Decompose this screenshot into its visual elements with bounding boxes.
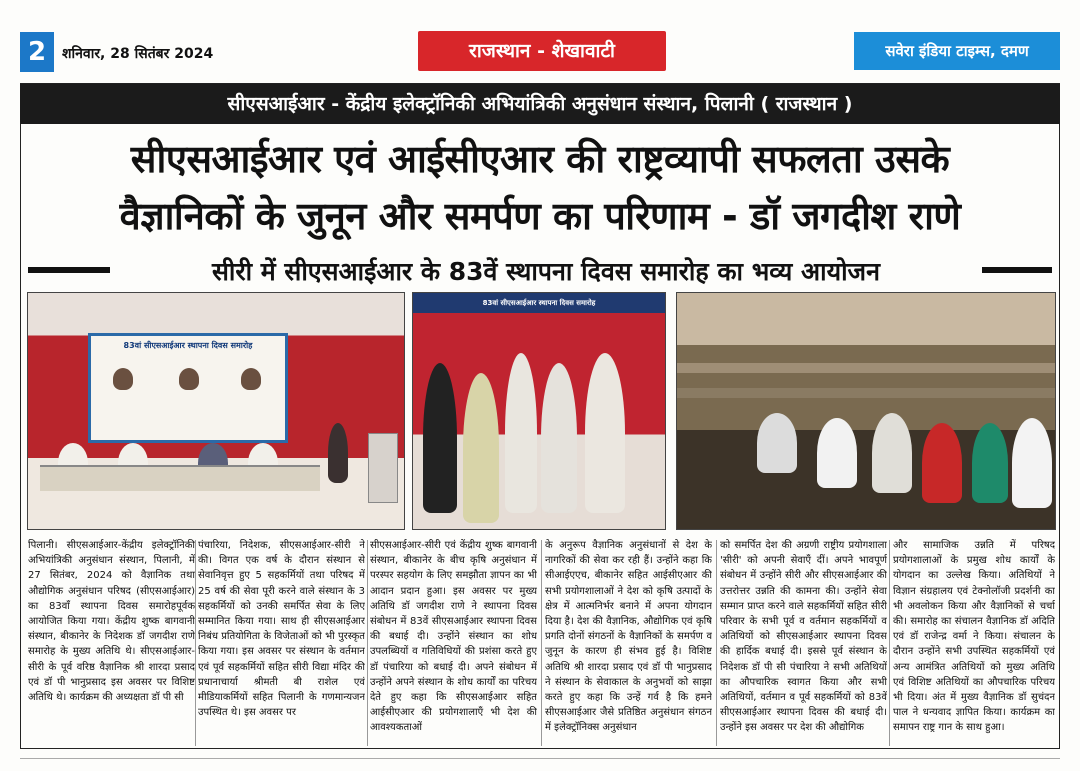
- podium: [368, 433, 398, 503]
- column-divider: [716, 540, 717, 746]
- article-column-6: और सामाजिक उन्नति में परिषद प्रयोगशालाओं के प्रमुख शोध कार्यों के योगदान का उल्लेख किया। अतिथियों ने विज्ञान संग्रहालय एवं टेक्नोलॉजी प्रदर्शनी का भी अवलोकन किया और वैज्ञानिकों से चर्चा की। समारोह का संचालन वैज्ञानिक डॉ अदिति एवं डॉ राजेन्द्र वर्मा ने किया। संचालन के दौरान उन्होंने सभी उपस्थित सहकर्मियों एवं अन्य आमंत्रित अतिथियों को मुख्य अतिथि एवं विशिष्ट अतिथियों का औपचारिक परिचय भी दिया। अंत में मुख्य वैज्ञानिक डॉ सुचंदन पाल ने धन्यवाद ज्ञापित किया। कार्यक्रम का समापन राष्ट्र गान के साथ हुआ।: [893, 540, 1055, 734]
- subheadline-rule-left: [28, 267, 110, 273]
- stage-table: [40, 465, 320, 491]
- column-divider: [367, 540, 368, 746]
- headline-line-2: वैज्ञानिकों के जुनून और समर्पण का परिणाम - डॉ जगदीश राणे: [119, 194, 961, 238]
- institute-banner: सीएसआईआर - केंद्रीय इलेक्ट्रॉनिकी अभियांत्रिकी अनुसंधान संस्थान, पिलानी ( राजस्थान ): [20, 84, 1060, 124]
- next-article-edge: [20, 758, 1060, 771]
- photo-audience: [676, 292, 1056, 530]
- article-column-1: पिलानी। सीएसआईआर-केंद्रीय इलेक्ट्रॉनिकी अभियांत्रिकी अनुसंधान संस्थान, पिलानी, में 27 सितंबर, 2024 को वैज्ञानिक तथा औद्योगिक अनुसंधान परिषद (सीएसआईआर) का 83वाँ स्थापना दिवस समारोहपूर्वक आयोजित किया गया। केंद्रीय शुष्क बागवानी संस्थान, बीकानेर के निदेशक डॉ जगदीश राणे समारोह के मुख्य अतिथि थे। सीएसआईआर-सीरी के पूर्व वरिष्ठ वैज्ञानिक श्री शारदा प्रसाद एवं डॉ पी भानुप्रसाद इस अवसर पर विशिष्ट अतिथि थे। कार्यक्रम की अध्यक्षता डॉ पी सी: [28, 540, 195, 704]
- subheadline-text: सीरी में सीएसआईआर के 83वें स्थापना दिवस समारोह का भव्य आयोजन: [212, 257, 880, 286]
- column-divider: [195, 540, 196, 746]
- screen-title: 83वां सीएसआईआर स्थापना दिवस समारोह: [123, 341, 253, 350]
- article-column-4: के अनुरूप वैज्ञानिक अनुसंधानों से देश के नागरिकों की सेवा कर रही हैं। उन्होंने कहा कि सीआईएएच, बीकानेर सहित आईसीएआर की सभी प्रयोगशालाओं ने देश को कृषि उत्पादों के क्षेत्र में आत्मनिर्भर बनाने में अपना योगदान दिया है। देश की वैज्ञानिक, औद्योगिक एवं कृषि प्रगति दोनों संगठनों के वैज्ञानिकों के समर्पण व जुनून के कारण ही संभव हुई है। विशिष्ट अतिथि श्री शारदा प्रसाद एवं डॉ पी भानुप्रसाद ने संस्थान के सेवाकाल के अनुभवों को साझा करते हुए कहा कि उन्हें गर्व है कि हमने सीएसआईआर जैसे प्रतिष्ठित अनुसंधान संगठन में इलेक्ट्रॉनिक्स अनुसंधान: [545, 540, 712, 734]
- newspaper-brand: सवेरा इंडिया टाइम्स, दमण: [854, 32, 1060, 70]
- photo-award: [412, 292, 666, 530]
- event-banner: 83वां सीएसआईआर स्थापना दिवस समारोह: [413, 293, 665, 313]
- subheadline-rule-right: [982, 267, 1052, 273]
- page-number: 2: [20, 32, 54, 72]
- photo-stage: [27, 292, 405, 530]
- article-column-3: सीएसआईआर-सीरी एवं केंद्रीय शुष्क बागवानी संस्थान, बीकानेर के बीच कृषि अनुसंधान में परस्पर सहयोग के लिए समझौता ज्ञापन का भी आदान प्रदान हुआ। इस अवसर पर मुख्य अतिथि डॉ जगदीश राणे ने स्थापना दिवस संबोधन में 83वें सीएसआईआर स्थापना दिवस की बधाई दी। उन्होंने संस्थान का शोध उपलब्धियों व गतिविधियों की प्रशंसा करते हुए डॉ पंचारिया को बधाई दी। अपने संबोधन में उन्होंने अपने संस्थान के शोध कार्यों का परिचय देते हुए कहा कि सीएसआईआर सहित आईसीएआर की प्रयोगशालाएँ भी देश की आवश्यकताओं: [370, 540, 537, 734]
- column-divider: [889, 540, 890, 746]
- issue-date: शनिवार, 28 सितंबर 2024: [62, 46, 214, 62]
- page-header: [20, 28, 1060, 74]
- column-divider: [541, 540, 542, 746]
- section-title: राजस्थान - शेखावाटी: [418, 31, 666, 71]
- article-column-5: को समर्पित देश की अग्रणी राष्ट्रीय प्रयोगशाला 'सीरी' को अपनी सेवाएँ दीं। अपने भावपूर्ण संबोधन में उन्होंने सीरी और सीएसआईआर की उत्तरोत्तर उन्नति की कामना की। उन्होंने सेवा सम्मान प्राप्त करने वाले सहकर्मियों सहित सीरी परिवार के सभी पूर्व व वर्तमान सहकर्मियों व अतिथियों को सीएसआईआर स्थापना दिवस की हार्दिक बधाई दी। इससे पूर्व संस्थान के निदेशक डॉ पी सी पंचारिया ने सभी अतिथियों का औपचारिक स्वागत किया और सभी अतिथियों, वर्तमान व पूर्व सहकर्मियों को 83वें सीएसआईआर स्थापना दिवस की बधाई दी। उन्होंने इस अवसर पर देश की औद्योगिक: [720, 540, 887, 734]
- subheadline: [28, 252, 1052, 288]
- headline-line-1: सीएसआईआर एवं आईसीएआर की राष्ट्रव्यापी सफलता उसके: [130, 137, 950, 181]
- projection-screen: [88, 333, 288, 443]
- article-column-2: पंचारिया, निदेशक, सीएसआईआर-सीरी ने की। विगत एक वर्ष के दौरान संस्थान से सेवानिवृत्त हुए 5 सहकर्मियों तथा परिषद में 25 वर्ष की सेवा पूरी करने वाले संस्थान के 3 सहकर्मियों को उनकी समर्पित सेवा के लिए सम्मानित किया गया। साथ ही सीएसआईआर निबंध प्रतियोगिता के विजेताओं को भी पुरस्कृत किया गया। इस अवसर पर संस्थान के वर्तमान एवं पूर्व सहकर्मियों सहित सीरी विद्या मंदिर की प्रधानाचार्या श्रीमती बी राशेल एवं मीडियाकर्मियों सहित पिलानी के गणमान्यजन उपस्थित थे। इस अवसर पर: [198, 540, 365, 719]
